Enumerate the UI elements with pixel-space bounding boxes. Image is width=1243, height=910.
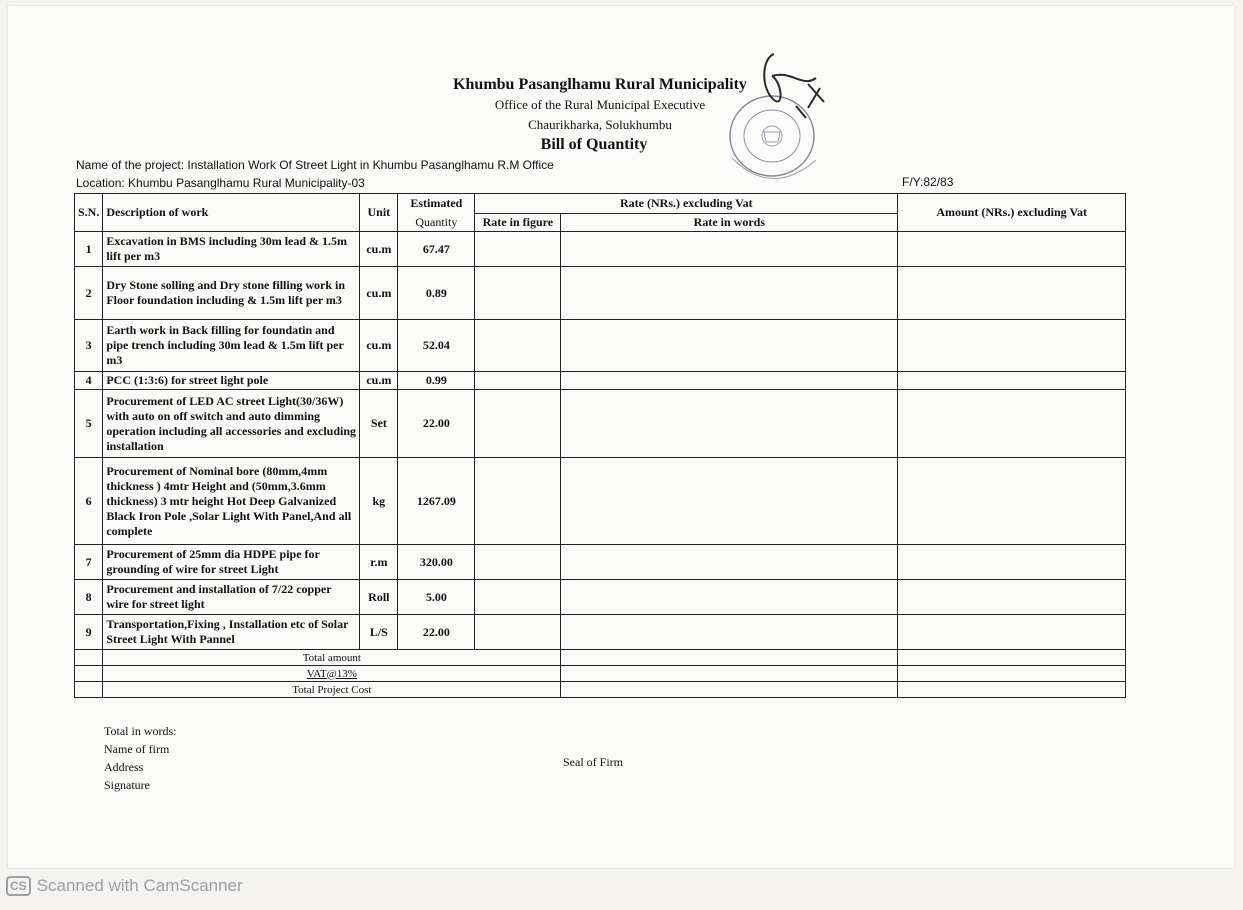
- table-row: [75, 580, 1126, 615]
- row-unit: Set: [360, 390, 398, 458]
- total-amount-label: Total amount: [103, 650, 561, 666]
- row-rate-words: [561, 615, 898, 650]
- row-sn: 9: [75, 615, 103, 650]
- row-quantity: 320.00: [398, 545, 475, 580]
- row-sn: 7: [75, 545, 103, 580]
- row-rate-words: [561, 545, 898, 580]
- row-sn: 1: [75, 232, 103, 267]
- row-quantity: 0.99: [398, 372, 475, 390]
- footer-fields: [104, 722, 177, 794]
- row-rate-words: [561, 458, 898, 545]
- summary-cell: [561, 650, 898, 666]
- summary-cell: [75, 682, 103, 698]
- row-rate-figure: [475, 320, 561, 372]
- row-quantity: 0.89: [398, 267, 475, 320]
- row-quantity: 22.00: [398, 390, 475, 458]
- row-amount: [898, 372, 1126, 390]
- row-rate-words: [561, 372, 898, 390]
- row-amount: [898, 267, 1126, 320]
- row-amount: [898, 545, 1126, 580]
- summary-row-total: [75, 650, 1126, 666]
- summary-row-total-cost: [75, 682, 1126, 698]
- table-row: [75, 372, 1126, 390]
- row-rate-figure: [475, 372, 561, 390]
- row-amount: [898, 615, 1126, 650]
- office-name: Office of the Rural Municipal Executive: [494, 97, 706, 112]
- row-amount: [898, 580, 1126, 615]
- summary-row-vat: [75, 666, 1126, 682]
- row-rate-figure: [475, 390, 561, 458]
- row-amount: [898, 232, 1126, 267]
- header-qty-line2: Quantity: [398, 214, 475, 232]
- row-rate-words: [561, 390, 898, 458]
- table-row: [75, 545, 1126, 580]
- table-summary: [75, 650, 1126, 698]
- row-rate-figure: [475, 232, 561, 267]
- summary-cell: [898, 666, 1126, 682]
- row-unit: cu.m: [360, 372, 398, 390]
- row-quantity: 1267.09: [398, 458, 475, 545]
- document-title: Bill of Quantity: [540, 136, 648, 153]
- camscanner-logo: CS: [6, 876, 31, 896]
- row-description: Procurement of Nominal bore (80mm,4mm thickness ) 4mtr Height and (50mm,3.6mm thickness) 3 mtr height Hot Deep Galvanized Black Iron Pole ,Solar Light With Panel,And all complete: [103, 458, 360, 545]
- row-sn: 4: [75, 372, 103, 390]
- row-rate-figure: [475, 545, 561, 580]
- row-unit: kg: [360, 458, 398, 545]
- row-quantity: 52.04: [398, 320, 475, 372]
- row-rate-words: [561, 320, 898, 372]
- row-amount: [898, 320, 1126, 372]
- row-description: Transportation,Fixing , Installation etc of Solar Street Light With Pannel: [103, 615, 360, 650]
- seal-of-firm-label: Seal of Firm: [563, 755, 623, 769]
- row-unit: cu.m: [360, 320, 398, 372]
- row-description: PCC (1:3:6) for street light pole: [103, 372, 360, 390]
- row-sn: 3: [75, 320, 103, 372]
- table-row: [75, 615, 1126, 650]
- header-rate-figure: Rate in figure: [475, 214, 561, 232]
- row-description: Procurement of 25mm dia HDPE pipe for grounding of wire for street Light: [103, 545, 360, 580]
- table-row: [75, 320, 1126, 372]
- row-description: Procurement of LED AC street Light(30/36W) with auto on off switch and auto dimming operation including all accessories and excluding installation: [103, 390, 360, 458]
- row-quantity: 67.47: [398, 232, 475, 267]
- header-rate-group: Rate (NRs.) excluding Vat: [475, 194, 898, 214]
- camscanner-watermark: [6, 876, 243, 896]
- row-unit: r.m: [360, 545, 398, 580]
- row-rate-words: [561, 580, 898, 615]
- row-unit: L/S: [360, 615, 398, 650]
- summary-cell: [898, 650, 1126, 666]
- row-description: Procurement and installation of 7/22 copper wire for street light: [103, 580, 360, 615]
- row-sn: 2: [75, 267, 103, 320]
- row-quantity: 22.00: [398, 615, 475, 650]
- row-rate-figure: [475, 615, 561, 650]
- row-sn: 8: [75, 580, 103, 615]
- row-unit: Roll: [360, 580, 398, 615]
- table-row: [75, 267, 1126, 320]
- header-description: Description of work: [103, 194, 360, 232]
- header-amount: Amount (NRs.) excluding Vat: [898, 194, 1126, 232]
- table-body: [75, 232, 1126, 650]
- row-description: Earth work in Back filling for foundatin and pipe trench including 30m lead & 1.5m lift per m3: [103, 320, 360, 372]
- table-row: [75, 232, 1126, 267]
- table-row: [75, 390, 1126, 458]
- header-unit: Unit: [360, 194, 398, 232]
- row-amount: [898, 390, 1126, 458]
- office-address: Chaurikharka, Solukhumbu: [528, 117, 672, 132]
- firm-name-label: Name of firm: [104, 742, 170, 756]
- summary-cell: [561, 682, 898, 698]
- row-sn: 5: [75, 390, 103, 458]
- summary-cell: [75, 650, 103, 666]
- row-description: Dry Stone solling and Dry stone filling work in Floor foundation including & 1.5m lift per m3: [103, 267, 360, 320]
- project-name: Name of the project: Installation Work Of Street Light in Khumbu Pasanglhamu R.M Office: [76, 158, 554, 172]
- row-rate-words: [561, 232, 898, 267]
- table-row: [75, 458, 1126, 545]
- header-qty-line1: Estimated: [398, 194, 475, 214]
- row-quantity: 5.00: [398, 580, 475, 615]
- firm-address-label: Address: [104, 760, 144, 774]
- header-rate-words: Rate in words: [561, 214, 898, 232]
- signature-label: Signature: [104, 778, 150, 792]
- header-sn: S.N.: [75, 194, 103, 232]
- row-rate-figure: [475, 267, 561, 320]
- row-amount: [898, 458, 1126, 545]
- total-project-cost-label: Total Project Cost: [103, 682, 561, 698]
- row-rate-figure: [475, 458, 561, 545]
- summary-cell: [898, 682, 1126, 698]
- project-location: Location: Khumbu Pasanglhamu Rural Municipality-03: [76, 176, 365, 190]
- municipality-name: Khumbu Pasanglhamu Rural Municipality: [453, 76, 747, 93]
- vat-label-text: VAT@13%: [306, 667, 357, 680]
- total-in-words-label: Total in words:: [104, 724, 177, 738]
- row-unit: cu.m: [360, 267, 398, 320]
- official-seal-and-signature: [712, 48, 852, 198]
- row-rate-figure: [475, 580, 561, 615]
- summary-cell: [561, 666, 898, 682]
- summary-cell: [75, 666, 103, 682]
- fiscal-year: F/Y:82/83: [902, 175, 954, 189]
- camscanner-text: Scanned with CamScanner: [36, 876, 243, 895]
- bill-of-quantity-table: [74, 193, 1126, 698]
- row-description: Excavation in BMS including 30m lead & 1.5m lift per m3: [103, 232, 360, 267]
- vat-label: [103, 666, 561, 682]
- row-sn: 6: [75, 458, 103, 545]
- row-unit: cu.m: [360, 232, 398, 267]
- row-rate-words: [561, 267, 898, 320]
